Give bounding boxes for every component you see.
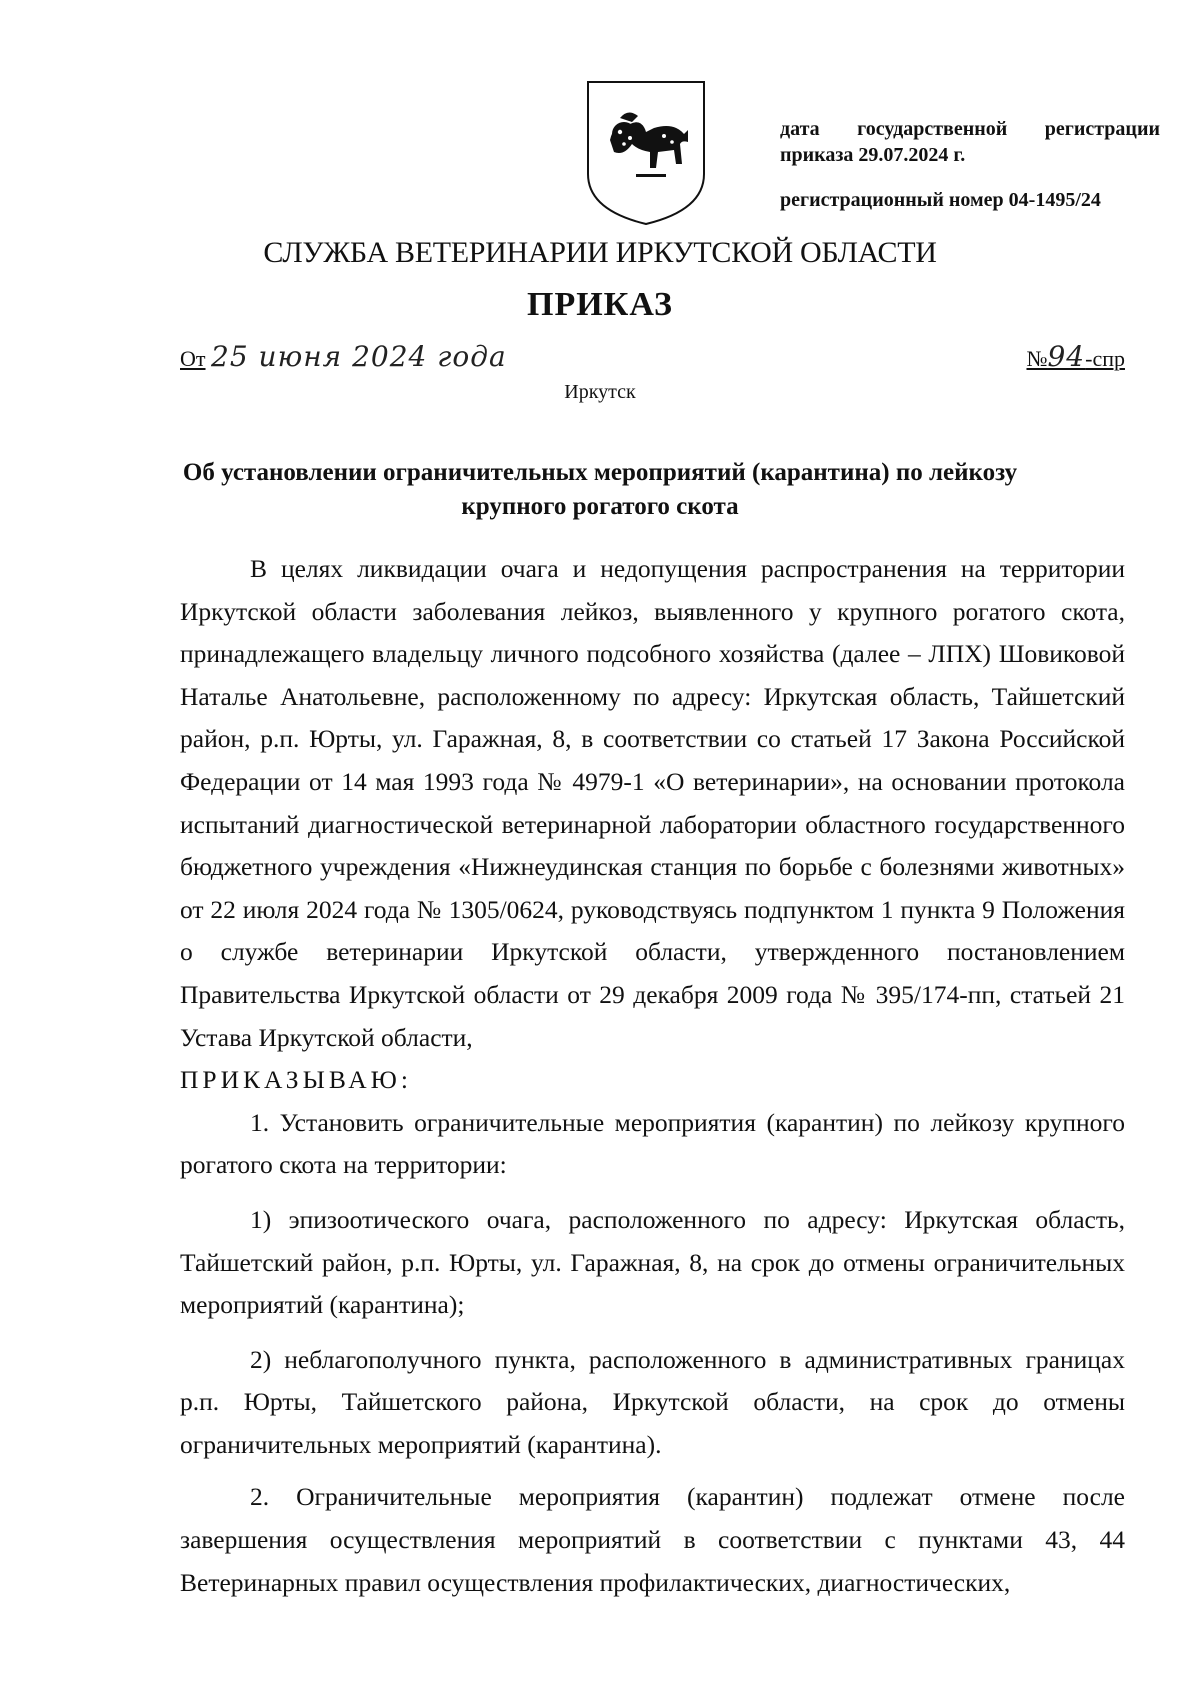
item-paragraph: 2) неблагополучного пункта, расположенного в административных границах р.п. Юрты, Тайшетского района, Иркутской области, на срок до отмены ограничительных мероприятий (карантина). — [180, 1344, 1125, 1459]
registration-date-line1: дата государственной регистрации — [780, 118, 1160, 140]
order-number — [1026, 340, 1125, 373]
registration-number: регистрационный номер 04-1495/24 — [780, 189, 1101, 211]
item-paragraph: 1) эпизоотического очага, расположенного по адресу: Иркутская область, Тайшетский район, р.п. Юрты, ул. Гаражная, 8, на срок до отмены ограничительных мероприятий (карантина); — [180, 1204, 1125, 1320]
date-prefix: От — [180, 346, 206, 371]
registration-block — [780, 116, 1160, 213]
handwritten-number: 94 — [1047, 340, 1086, 373]
coat-of-arms-icon — [584, 78, 708, 228]
preamble-paragraph: В целях ликвидации очага и недопущения распространения на территории Иркутской области заболевания лейкоз, выявленного у крупного рогатого скота, принадлежащего владельцу личного подсобного хозяйства (далее – ЛПХ) Шовиковой Наталье Анатольевне, расположенному по адресу: Иркутская область, Тайшетский район, р.п. Юрты, ул. Гаражная, 8, в соответствии со статьей 17 Закона Российской Федерации от 14 мая 1993 года № 4979-1 «О ветеринарии», на основании протокола испытаний диагностической ветеринарной лаборатории областного государственного бюджетного учреждения «Нижнеудинская станция по борьбе с болезнями животных» от 22 июля 2024 года № 1305/0624, руководствуясь подпунктом 1 пункта 9 Положения о службе ветеринарии Иркутской области, утвержденного постановлением Правительства Иркутской области от 29 декабря 2009 года № 395/174-пп, статьей 21 Устава Иркутской области, — [180, 554, 1125, 1052]
number-suffix: -спр — [1085, 346, 1125, 371]
document-type: ПРИКАЗ — [527, 286, 673, 323]
order-word: ПРИКАЗЫВАЮ: — [180, 1065, 412, 1095]
document-subject: Об установлении ограничительных мероприятий (карантина) по лейкозу крупного рогатого скота — [182, 459, 1018, 520]
document-body — [180, 548, 1125, 1604]
order-date — [180, 340, 507, 373]
number-prefix: № — [1026, 346, 1048, 371]
date-line — [180, 340, 1125, 380]
handwritten-date: 25 июня 2024 года — [211, 340, 507, 373]
city: Иркутск — [564, 381, 636, 403]
item-paragraph: 1. Установить ограничительные мероприятия (карантин) по лейкозу крупного рогатого скота на территории: — [180, 1107, 1125, 1180]
registration-date-line2: приказа 29.07.2024 г. — [780, 144, 966, 166]
agency-name: СЛУЖБА ВЕТЕРИНАРИИ ИРКУТСКОЙ ОБЛАСТИ — [263, 236, 937, 269]
item-paragraph: 2. Ограничительные мероприятия (карантин) подлежат отмене после завершения осуществления мероприятий в соответствии с пунктами 43, 44 Ветеринарных правил осуществления профилактических, диагностических, — [180, 1482, 1125, 1597]
